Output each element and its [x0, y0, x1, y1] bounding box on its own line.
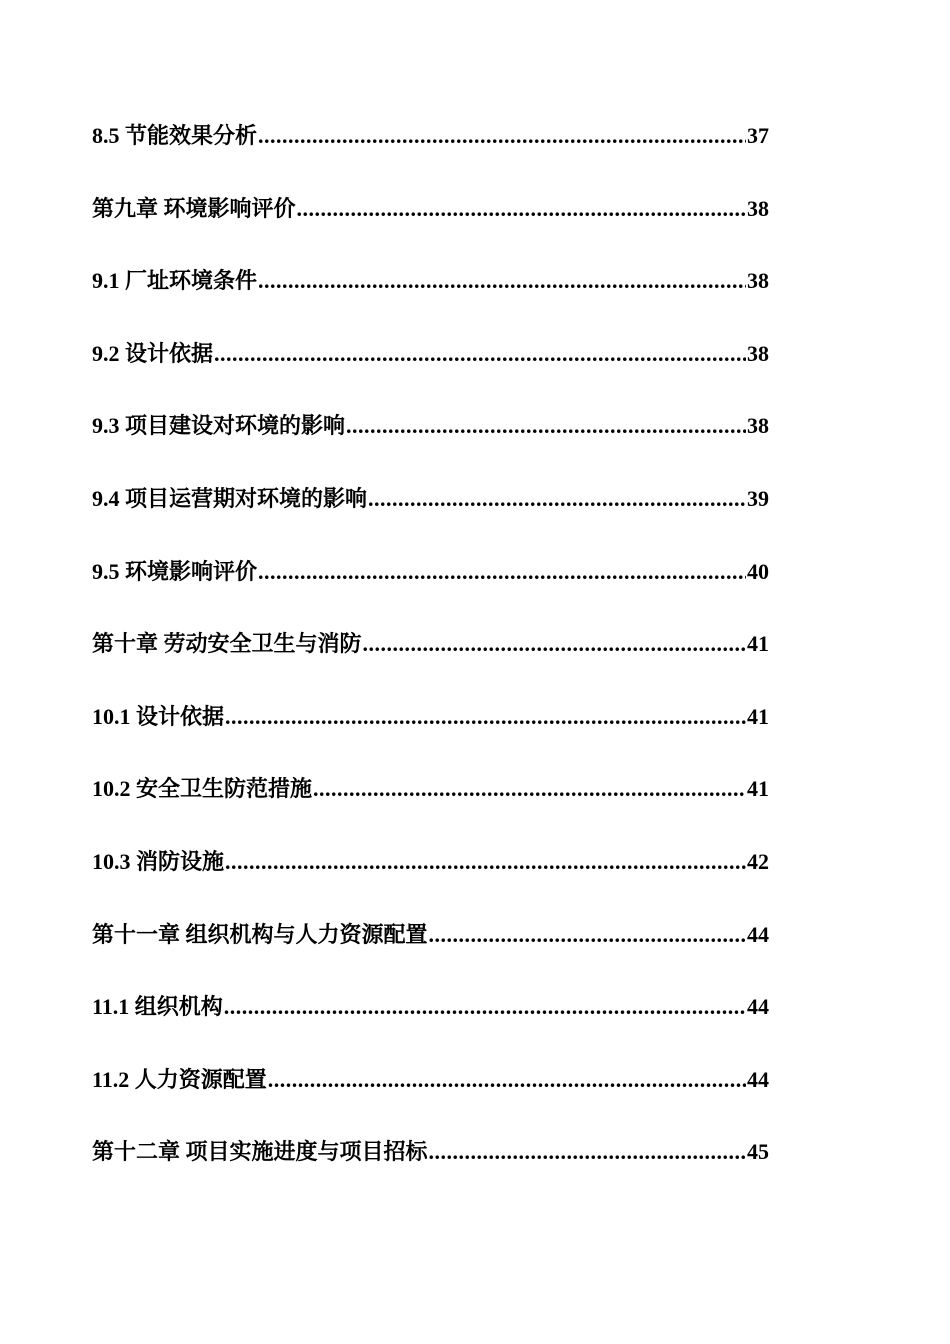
toc-entry[interactable] — [92, 335, 769, 408]
toc-page-number: 37 — [747, 123, 769, 148]
toc-entry-title: 10.3 消防设施 — [92, 848, 225, 874]
toc-dot-leader — [258, 117, 746, 155]
toc-entry[interactable] — [92, 1133, 769, 1206]
table-of-contents — [92, 117, 769, 1206]
toc-entry-title: 9.4 项目运营期对环境的影响 — [92, 485, 368, 511]
toc-page-number: 45 — [747, 1139, 769, 1165]
toc-page-number: 38 — [747, 340, 769, 366]
toc-entry-title: 10.2 安全卫生防范措施 — [92, 776, 313, 802]
toc-dot-leader — [214, 335, 746, 373]
toc-dot-leader — [224, 988, 746, 1026]
toc-page-number: 41 — [747, 703, 769, 729]
toc-entry[interactable] — [92, 262, 769, 335]
toc-entry[interactable] — [92, 553, 769, 626]
toc-page-number: 39 — [747, 485, 769, 511]
toc-entry-title: 10.1 设计依据 — [92, 703, 225, 729]
toc-dot-leader — [429, 1133, 746, 1171]
toc-entry-title: 第十二章 项目实施进度与项目招标 — [92, 1139, 428, 1165]
toc-entry-title: 8.5 节能效果分析 — [92, 123, 258, 148]
toc-page-number: 38 — [747, 268, 769, 294]
toc-page-number: 40 — [747, 558, 769, 584]
toc-entry[interactable] — [92, 843, 769, 916]
toc-page-number: 42 — [747, 848, 769, 874]
toc-entry[interactable] — [92, 117, 769, 190]
toc-dot-leader — [297, 190, 746, 228]
toc-entry-title: 第十章 劳动安全卫生与消防 — [92, 631, 362, 657]
toc-entry[interactable] — [92, 988, 769, 1061]
toc-entry[interactable] — [92, 407, 769, 480]
toc-dot-leader — [258, 553, 746, 591]
toc-dot-leader — [268, 1061, 746, 1099]
toc-entry[interactable] — [92, 916, 769, 989]
toc-dot-leader — [363, 625, 746, 663]
toc-dot-leader — [225, 698, 746, 736]
toc-entry-title: 9.1 厂址环境条件 — [92, 268, 258, 294]
toc-dot-leader — [429, 916, 746, 954]
toc-entry[interactable] — [92, 698, 769, 771]
toc-dot-leader — [258, 262, 746, 300]
toc-page-number: 44 — [747, 994, 769, 1020]
toc-page-number: 44 — [747, 921, 769, 947]
toc-dot-leader — [313, 770, 746, 808]
toc-page-number: 38 — [747, 195, 769, 221]
toc-entry[interactable] — [92, 1061, 769, 1134]
toc-page-number: 44 — [747, 1066, 769, 1092]
toc-dot-leader — [368, 480, 746, 518]
toc-entry-title: 第十一章 组织机构与人力资源配置 — [92, 921, 428, 947]
toc-page-number: 41 — [747, 776, 769, 802]
toc-entry[interactable] — [92, 770, 769, 843]
toc-entry-title: 11.1 组织机构 — [92, 994, 223, 1020]
toc-page-number: 41 — [747, 631, 769, 657]
toc-entry-title: 9.5 环境影响评价 — [92, 558, 258, 584]
toc-page-number: 38 — [747, 413, 769, 439]
toc-entry-title: 第九章 环境影响评价 — [92, 195, 296, 221]
toc-entry[interactable] — [92, 625, 769, 698]
toc-entry[interactable] — [92, 190, 769, 263]
toc-dot-leader — [225, 843, 746, 881]
toc-entry-title: 9.3 项目建设对环境的影响 — [92, 413, 346, 439]
toc-entry-title: 9.2 设计依据 — [92, 340, 214, 366]
toc-entry-title: 11.2 人力资源配置 — [92, 1066, 267, 1092]
toc-dot-leader — [346, 407, 746, 445]
toc-entry[interactable] — [92, 480, 769, 553]
